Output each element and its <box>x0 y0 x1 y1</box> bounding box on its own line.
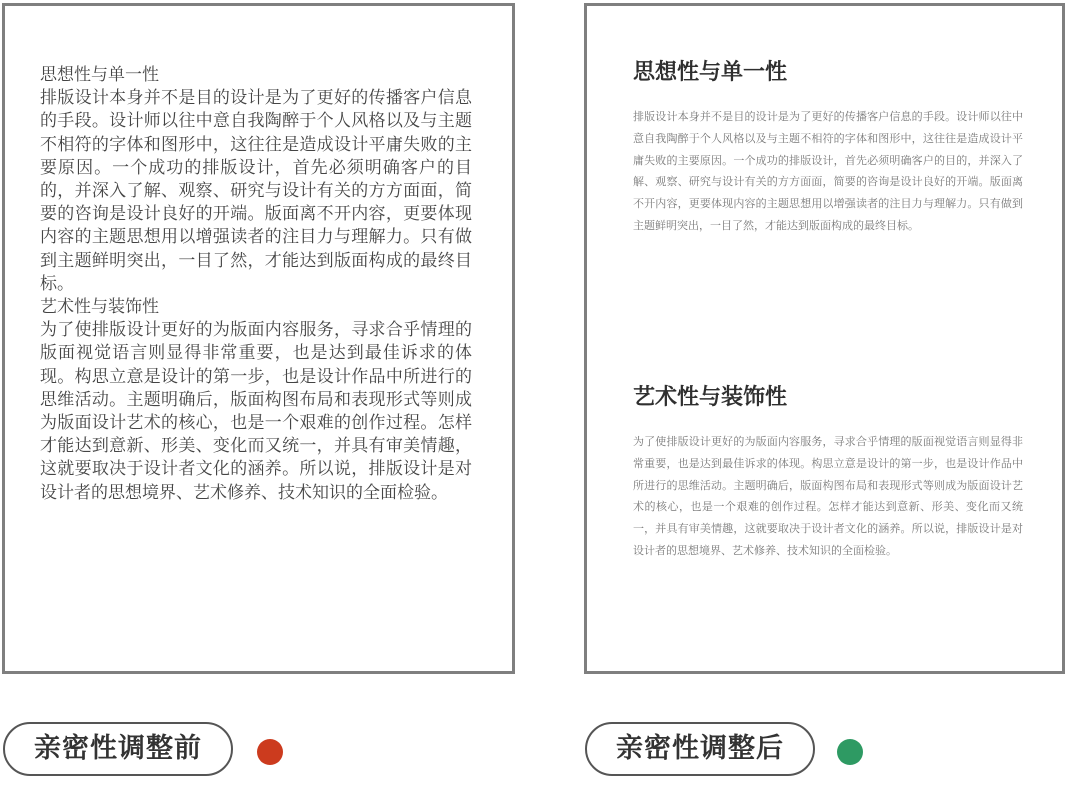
before-text-block <box>40 64 472 505</box>
after-panel <box>584 3 1065 674</box>
after-section2-body: 为了使排版设计更好的为版面内容服务，寻求合乎情理的版面视觉语言则显得非常重要，也是达到最佳诉求的体现。构思立意是设计的第一步，也是设计作品中所进行的思维活动。主题明确后，版面构图布局和表现形式等则成为版面设计艺术的核心，也是一个艰难的创作过程。怎样才能达到意新、形美、变化而又统一，并具有审美情趣，这就要取决于设计者文化的涵养。所以说，排版设计是对设计者的思想境界、艺术修养、技术知识的全面检验。 <box>633 435 1023 557</box>
after-section-2 <box>633 383 1023 562</box>
before-label-pill: 亲密性调整前 <box>3 722 233 776</box>
before-section1-title: 思想性与单一性 <box>40 65 159 85</box>
after-section1-body: 排版设计本身并不是目的设计是为了更好的传播客户信息的手段。设计师以往中意自我陶醉于个人风格以及与主题不相符的字体和图形中，这往往是造成设计平庸失败的主要原因。一个成功的排版设计，首先必须明确客户的目的，并深入了解、观察、研究与设计有关的方方面面，简要的咨询是设计良好的开端。版面离不开内容，更要体现内容的主题思想用以增强读者的注目力与理解力。只有做到主题鲜明突出，一目了然，才能达到版面构成的最终目标。 <box>633 110 1023 232</box>
before-section2-body: 为了使排版设计更好的为版面内容服务，寻求合乎情理的版面视觉语言则显得非常重要，也是达到最佳诉求的体现。构思立意是设计的第一步，也是设计作品中所进行的思维活动。主题明确后，版面构图布局和表现形式等则成为版面设计艺术的核心，也是一个艰难的创作过程。怎样才能达到意新、形美、变化而又统一，并具有审美情趣，这就要取决于设计者文化的涵养。所以说，排版设计是对设计者的思想境界、艺术修养、技术知识的全面检验。 <box>40 320 472 503</box>
before-section2-title: 艺术性与装饰性 <box>40 297 159 318</box>
after-section2-title: 艺术性与装饰性 <box>633 385 788 410</box>
after-section1-title: 思想性与单一性 <box>633 60 788 85</box>
before-panel <box>2 3 515 674</box>
after-section-1 <box>633 58 1023 237</box>
after-status-dot <box>837 739 863 765</box>
before-section1-body: 排版设计本身并不是目的设计是为了更好的传播客户信息的手段。设计师以往中意自我陶醉于个人风格以及与主题不相符的字体和图形中，这往往是造成设计平庸失败的主要原因。一个成功的排版设计，首先必须明确客户的目的，并深入了解、观察、研究与设计有关的方方面面，简要的咨询是设计良好的开端。版面离不开内容，更要体现内容的主题思想用以增强读者的注目力与理解力。只有做到主题鲜明突出，一目了然，才能达到版面构成的最终目标。 <box>40 88 472 294</box>
after-label-pill: 亲密性调整后 <box>585 722 815 776</box>
before-status-dot <box>257 739 283 765</box>
